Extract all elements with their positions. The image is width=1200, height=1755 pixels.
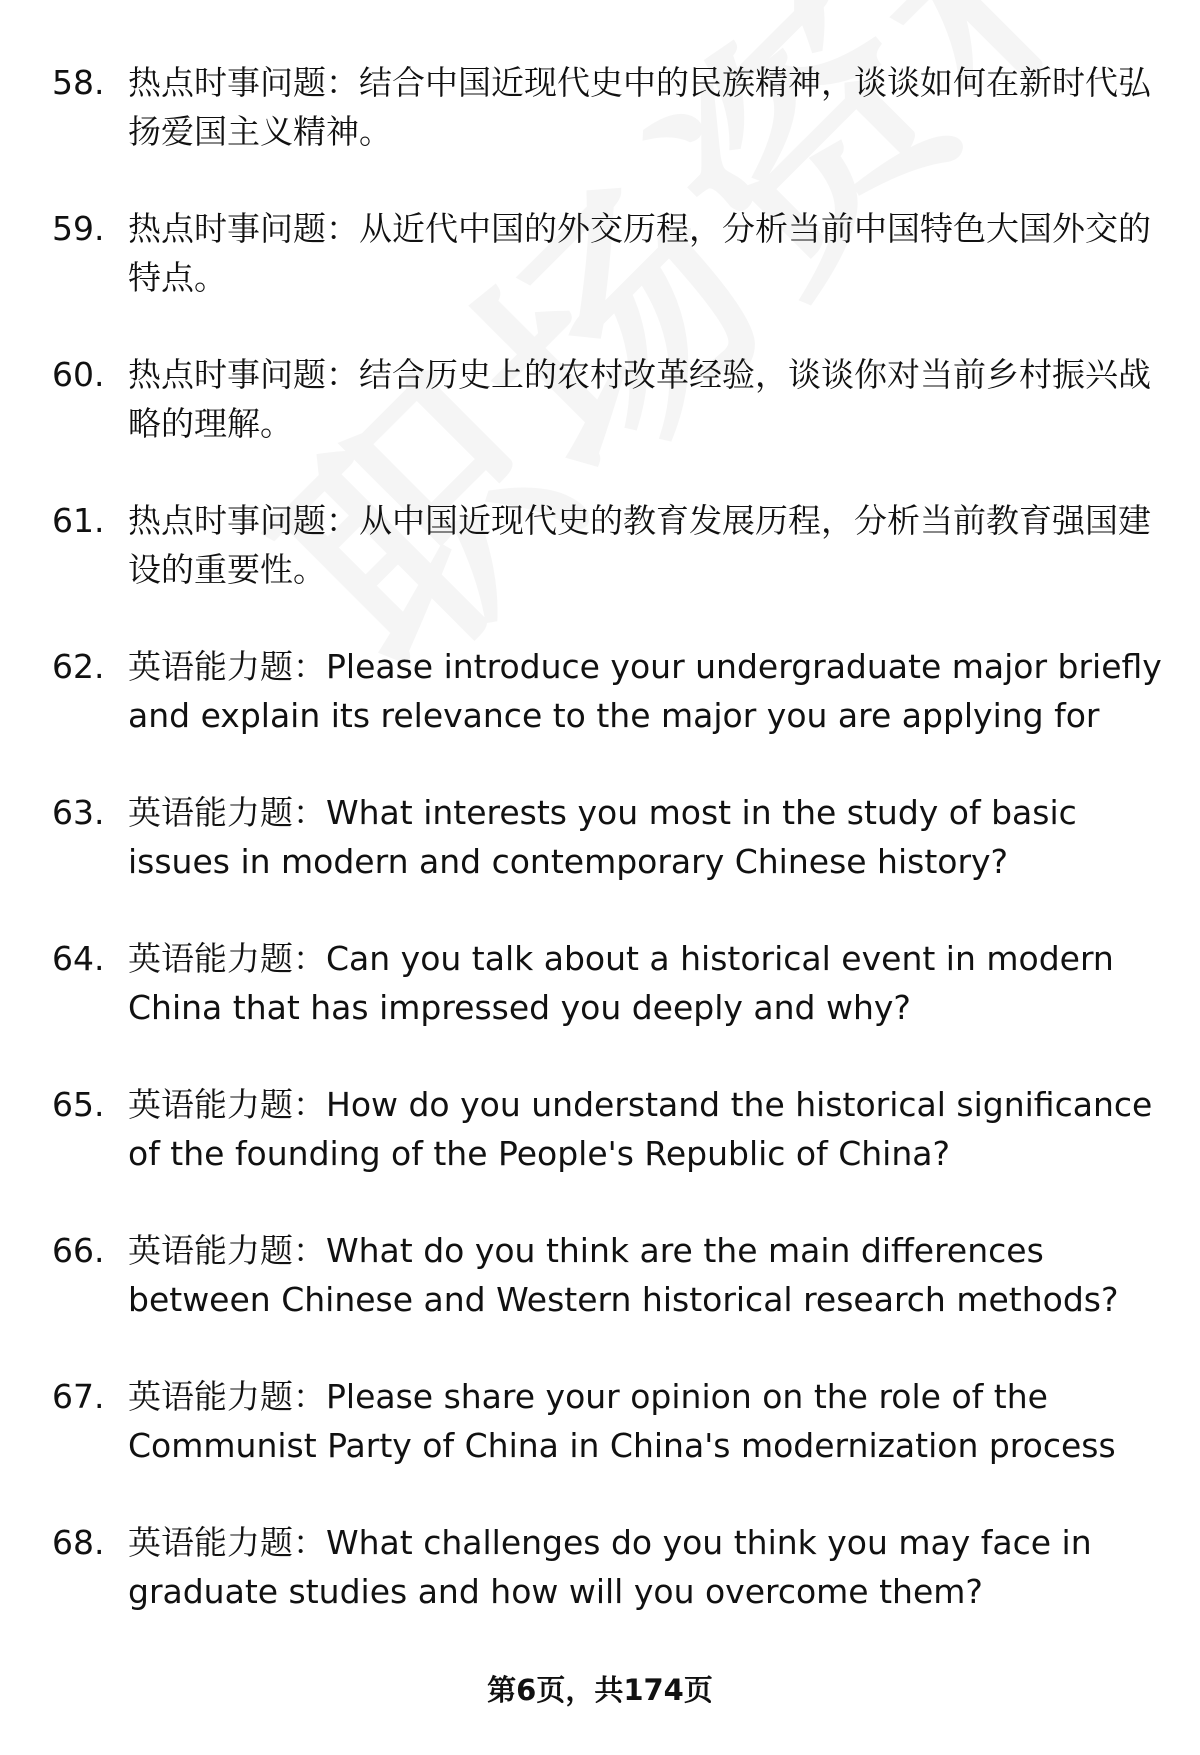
page-footer: 第6页，共174页 [487,1673,713,1707]
question-number: 66. [52,1231,105,1270]
question-item [52,496,1162,594]
question-item [52,1080,1162,1178]
question-number: 68. [52,1523,105,1562]
question-number: 62. [52,647,105,686]
question-number: 64. [52,939,105,978]
question-text: 热点时事问题：从近代中国的外交历程，分析当前中国特色大国外交的特点。 [128,209,1151,297]
question-number: 63. [52,793,105,832]
question-text: 热点时事问题：结合中国近现代史中的民族精神，谈谈如何在新时代弘扬爱国主义精神。 [128,63,1151,151]
question-list [52,58,1162,1616]
question-number: 67. [52,1377,105,1416]
question-number: 60. [52,355,105,394]
question-item [52,642,1162,740]
question-number: 59. [52,209,105,248]
question-text: 热点时事问题：结合历史上的农村改革经验，谈谈你对当前乡村振兴战略的理解。 [128,355,1151,443]
question-item [52,1372,1162,1470]
question-item [52,58,1162,156]
question-text: 英语能力题：Can you talk about a historical event in modern China that has impressed you deeply and why? [128,939,1114,1027]
question-text: 英语能力题：What do you think are the main differences between Chinese and Western historical research methods? [128,1231,1119,1319]
question-text: 热点时事问题：从中国近现代史的教育发展历程，分析当前教育强国建设的重要性。 [128,501,1151,589]
question-item [52,1226,1162,1324]
question-item [52,1518,1162,1616]
question-text: 英语能力题：How do you understand the historical significance of the founding of the People's Republic of China? [128,1085,1153,1173]
question-text: 英语能力题：Please share your opinion on the role of the Communist Party of China in China's modernization process [128,1377,1116,1465]
question-item [52,934,1162,1032]
question-text: 英语能力题：What interests you most in the study of basic issues in modern and contemporary Chinese history? [128,793,1077,881]
question-item [52,350,1162,448]
question-number: 65. [52,1085,105,1124]
question-number: 58. [52,63,105,102]
question-number: 61. [52,501,105,540]
question-text: 英语能力题：What challenges do you think you may face in graduate studies and how will you overcome them? [128,1523,1092,1611]
question-item [52,788,1162,886]
question-text: 英语能力题：Please introduce your undergraduate major briefly and explain its relevance to the major you are applying for [128,647,1162,735]
question-item [52,204,1162,302]
